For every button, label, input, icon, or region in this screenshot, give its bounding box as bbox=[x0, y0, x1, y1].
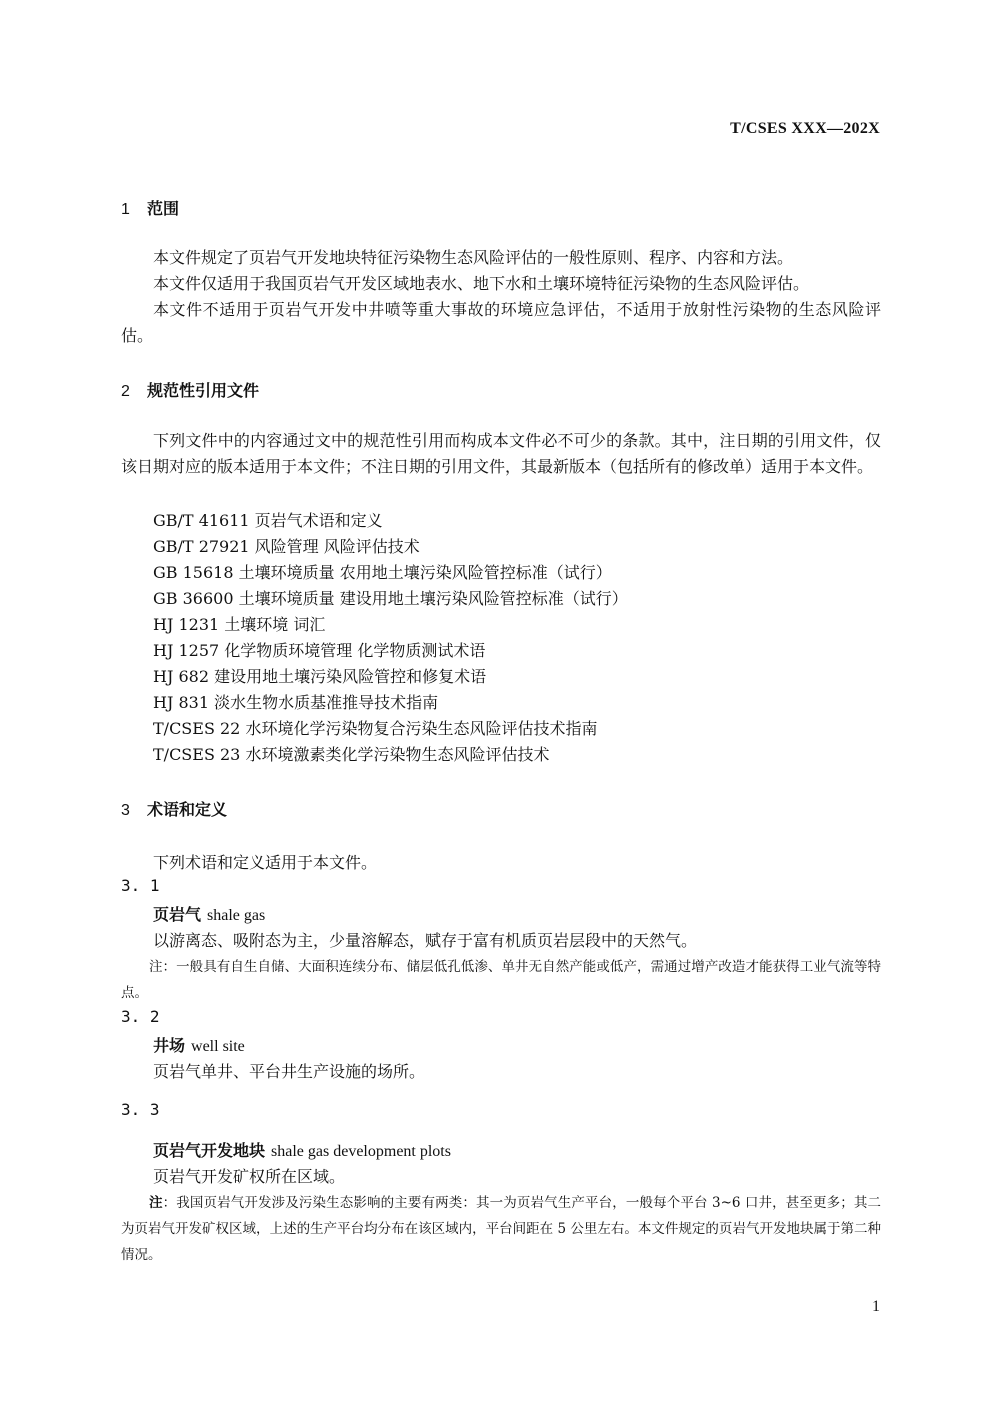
term-note: 注：一般具有自生自储、大面积连续分布、储层低孔低渗、单井无自然产能或低产，需通过增产改造才能获得工业气流等特点。 bbox=[121, 959, 881, 1001]
note-label: 注 bbox=[149, 1195, 163, 1211]
term-number: 3. 3 bbox=[121, 1100, 160, 1119]
section-number: 1 bbox=[121, 201, 130, 218]
reference-item: HJ 1231 土壤环境 词汇 bbox=[153, 615, 326, 634]
reference-item: GB/T 27921 风险管理 风险评估技术 bbox=[153, 537, 420, 556]
section-title: 术语和定义 bbox=[147, 800, 228, 819]
section-1-heading bbox=[121, 196, 179, 219]
section-title: 范围 bbox=[147, 199, 180, 218]
term-note bbox=[121, 1190, 881, 1268]
reference-item: T/CSES 22 水环境化学污染物复合污染生态风险评估技术指南 bbox=[153, 719, 598, 738]
term-english: well site bbox=[191, 1038, 245, 1055]
term-number: 3. 1 bbox=[121, 876, 160, 895]
term-heading bbox=[153, 1033, 245, 1056]
term-chinese: 井场 bbox=[153, 1036, 186, 1055]
standard-code-header: T/CSES XXX—202X bbox=[730, 120, 880, 137]
section-3-heading bbox=[121, 797, 227, 820]
term-english: shale gas development plots bbox=[271, 1143, 451, 1160]
term-definition: 页岩气开发矿权所在区域。 bbox=[153, 1167, 346, 1186]
term-heading bbox=[153, 902, 265, 925]
term-chinese: 页岩气开发地块 bbox=[153, 1141, 266, 1160]
reference-item: HJ 1257 化学物质环境管理 化学物质测试术语 bbox=[153, 641, 486, 660]
scope-paragraph-3: 本文件不适用于页岩气开发中井喷等重大事故的环境应急评估，不适用于放射性污染物的生态风险评估。 bbox=[121, 300, 881, 345]
reference-item: HJ 682 建设用地土壤污染风险管控和修复术语 bbox=[153, 667, 487, 686]
reference-item: GB 36600 土壤环境质量 建设用地土壤污染风险管控标准（试行） bbox=[153, 589, 628, 608]
term-heading bbox=[153, 1138, 451, 1161]
term-english: shale gas bbox=[207, 907, 266, 924]
term-number: 3. 2 bbox=[121, 1007, 160, 1026]
note-text: ：我国页岩气开发涉及污染生态影响的主要有两类：其一为页岩气生产平台，一般每个平台 3~6 口井，甚至更多；其二为页岩气开发矿权区域，上述的生产平台均分布在该区域内，平台间距在 5 公里左右。本文件规定的页岩气开发地块属于第二种情况。 bbox=[121, 1195, 881, 1263]
term-definition: 以游离态、吸附态为主，少量溶解态，赋存于富有机质页岩层段中的天然气。 bbox=[153, 931, 698, 950]
section-number: 2 bbox=[121, 383, 130, 400]
section-2-heading bbox=[121, 378, 259, 401]
term-definition: 页岩气单井、平台井生产设施的场所。 bbox=[153, 1062, 426, 1081]
reference-item: T/CSES 23 水环境激素类化学污染物生态风险评估技术 bbox=[153, 745, 550, 764]
scope-paragraph-2: 本文件仅适用于我国页岩气开发区域地表水、地下水和土壤环境特征污染物的生态风险评估。 bbox=[153, 274, 810, 293]
normative-references-intro: 下列文件中的内容通过文中的规范性引用而构成本文件必不可少的条款。其中，注日期的引用文件，仅该日期对应的版本适用于本文件；不注日期的引用文件，其最新版本（包括所有的修改单）适用于本文件。 bbox=[121, 431, 881, 476]
terms-intro: 下列术语和定义适用于本文件。 bbox=[153, 853, 378, 872]
section-title: 规范性引用文件 bbox=[147, 381, 260, 400]
scope-paragraph-1: 本文件规定了页岩气开发地块特征污染物生态风险评估的一般性原则、程序、内容和方法。 bbox=[153, 248, 794, 267]
page-number: 1 bbox=[872, 1298, 880, 1315]
term-chinese: 页岩气 bbox=[153, 905, 202, 924]
reference-item: HJ 831 淡水生物水质基准推导技术指南 bbox=[153, 693, 439, 712]
reference-item: GB 15618 土壤环境质量 农用地土壤污染风险管控标准（试行） bbox=[153, 563, 612, 582]
section-number: 3 bbox=[121, 802, 130, 819]
reference-item: GB/T 41611 页岩气术语和定义 bbox=[153, 511, 383, 530]
